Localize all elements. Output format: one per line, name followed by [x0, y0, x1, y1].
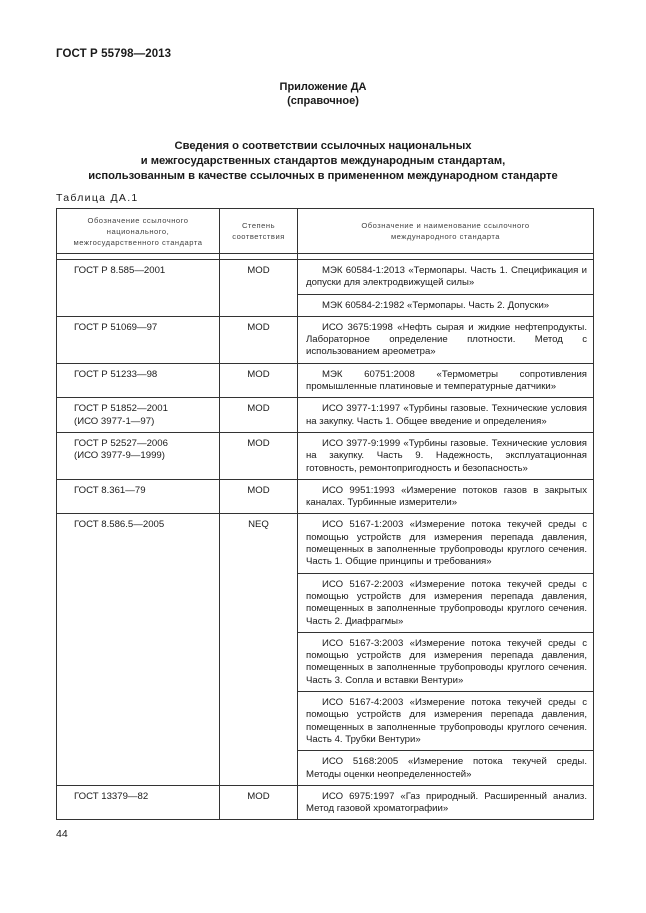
international-standard-text: МЭК 60751:2008 «Термометры сопротивления промышленные платиновые и температурные датчики» — [306, 368, 587, 393]
international-standard-text: ИСО 5167-1:2003 «Измерение потока текучей среды с помощью устройств для измерения перепада давления, помещенных в заполненные трубопроводы круглого сечения. Часть 1. Общие принципы и требования» — [306, 519, 587, 568]
international-standard-entry — [298, 480, 593, 514]
table-row — [57, 514, 594, 785]
national-standard-code: ГОСТ Р 51233—98 — [74, 368, 158, 380]
national-standard-code: ГОСТ 8.586.5—2005 — [74, 519, 165, 531]
section-title-line: и межгосударственных стандартов международным стандартам, — [140, 155, 506, 167]
header-international-standard: Обозначение и наименование ссылочного международного стандарта — [298, 209, 594, 254]
international-standard-text: МЭК 60584-1:2013 «Термопары. Часть 1. Спецификация и допуски для электродвижущей силы» — [306, 265, 587, 289]
section-title-line: Сведения о соответствии ссылочных национальных — [174, 140, 472, 152]
document-code: ГОСТ Р 55798—2013 — [56, 48, 172, 60]
table-row — [57, 260, 594, 317]
section-title — [40, 139, 606, 184]
header-national-standard: Обозначение ссылочного национального, межгосударственного стандарта — [57, 209, 220, 254]
international-standard-cell — [298, 363, 594, 398]
national-standard-code: (ИСО 3977-9—1999) — [74, 450, 165, 462]
national-standard-code: ГОСТ Р 52527—2006 — [74, 437, 168, 449]
international-standard-entry — [298, 317, 593, 363]
annex-title: Приложение ДА — [279, 81, 367, 93]
national-standard-code: ГОСТ Р 8.585—2001 — [74, 265, 166, 276]
international-standard-entry — [298, 294, 593, 316]
international-standard-cell — [298, 479, 594, 514]
degree-cell: MOD — [220, 785, 298, 820]
international-standard-entry — [298, 573, 593, 632]
national-standard-cell — [57, 479, 220, 514]
national-standard-cell — [57, 514, 220, 785]
section-title-line: использованным в качестве ссылочных в примененном международном стандарте — [88, 170, 558, 182]
table-body — [57, 260, 594, 820]
international-standard-text: ИСО 3977-9:1999 «Турбины газовые. Технические условия на закупку. Часть 9. Надежность, эксплуатационная готовность, ремонтопригодность и безопасность» — [306, 437, 587, 474]
national-standard-cell — [57, 260, 220, 317]
international-standard-entry — [298, 364, 593, 398]
international-standard-text: ИСО 5167-3:2003 «Измерение потока текучей среды с помощью устройств для измерения перепада давления, помещенных в заполненные трубопроводы круглого сечения. Часть 3. Сопла и вставки Вентури» — [306, 637, 587, 686]
international-standard-cell — [298, 260, 594, 317]
national-standard-cell — [57, 363, 220, 398]
international-standard-text: ИСО 5167-4:2003 «Измерение потока текучей среды с помощью устройств для измерения перепада давления, помещенных в заполненные трубопроводы круглого сечения. Часть 4. Трубки Вентури» — [306, 697, 587, 745]
international-standard-cell — [298, 785, 594, 820]
international-standard-text: ИСО 5167-2:2003 «Измерение потока текучей среды с помощью устройств для измерения перепада давления, помещенных в заполненные трубопроводы круглого сечения. Часть 2. Диафрагмы» — [306, 578, 587, 627]
annex-heading — [0, 80, 646, 108]
international-standard-entry — [298, 632, 593, 691]
degree-cell: MOD — [220, 432, 298, 479]
national-standard-code: ГОСТ Р 51069—97 — [74, 321, 158, 333]
national-standard-code: ГОСТ Р 51852—2001 — [74, 403, 168, 415]
international-standard-entry — [298, 433, 593, 479]
degree-cell: MOD — [220, 479, 298, 514]
page-number: 44 — [56, 828, 68, 840]
international-standard-cell — [298, 432, 594, 479]
international-standard-text: ИСО 5168:2005 «Измерение потока текучей среды. Методы оценки неопределенностей» — [306, 756, 587, 780]
international-standard-entry — [298, 514, 593, 572]
table-row — [57, 785, 594, 820]
table-row — [57, 432, 594, 479]
international-standard-text: ИСО 3977-1:1997 «Турбины газовые. Технические условия на закупку. Часть 1. Общее введение и определения» — [306, 403, 587, 427]
international-standard-text: ИСО 6975:1997 «Газ природный. Расширенный анализ. Метод газовой хроматографии» — [306, 790, 587, 815]
national-standard-code: (ИСО 3977-1—97) — [74, 415, 155, 427]
table-header-row — [57, 209, 594, 254]
table-row — [57, 316, 594, 363]
international-standard-entry — [298, 786, 593, 820]
national-standard-cell — [57, 316, 220, 363]
international-standard-cell — [298, 514, 594, 785]
international-standard-cell — [298, 398, 594, 433]
correspondence-table — [56, 208, 594, 820]
table-row — [57, 479, 594, 514]
national-standard-code: ГОСТ 8.361—79 — [74, 484, 146, 496]
international-standard-entry — [298, 750, 593, 785]
degree-cell: MOD — [220, 260, 298, 317]
international-standard-text: ИСО 9951:1993 «Измерение потоков газов в закрытых каналах. Турбинные измерители» — [306, 484, 587, 509]
international-standard-entry — [298, 398, 593, 432]
degree-cell: MOD — [220, 363, 298, 398]
header-degree: Степень соответствия — [220, 209, 298, 254]
international-standard-text: ИСО 3675:1998 «Нефть сырая и жидкие нефтепродукты. Лабораторное определение плотности. Метод с использованием ареометра» — [306, 321, 587, 358]
table-caption: Таблица ДА.1 — [56, 192, 139, 204]
national-standard-code: ГОСТ 13379—82 — [74, 790, 149, 802]
national-standard-cell — [57, 785, 220, 820]
degree-cell: NEQ — [220, 514, 298, 785]
table-row — [57, 363, 594, 398]
table-row — [57, 398, 594, 433]
international-standard-entry — [298, 260, 593, 294]
national-standard-cell — [57, 398, 220, 433]
international-standard-entry — [298, 691, 593, 750]
international-standard-cell — [298, 316, 594, 363]
national-standard-cell — [57, 432, 220, 479]
degree-cell: MOD — [220, 316, 298, 363]
annex-subtitle: (справочное) — [287, 95, 359, 107]
degree-cell: MOD — [220, 398, 298, 433]
international-standard-text: МЭК 60584-2:1982 «Термопары. Часть 2. Допуски» — [322, 299, 550, 311]
